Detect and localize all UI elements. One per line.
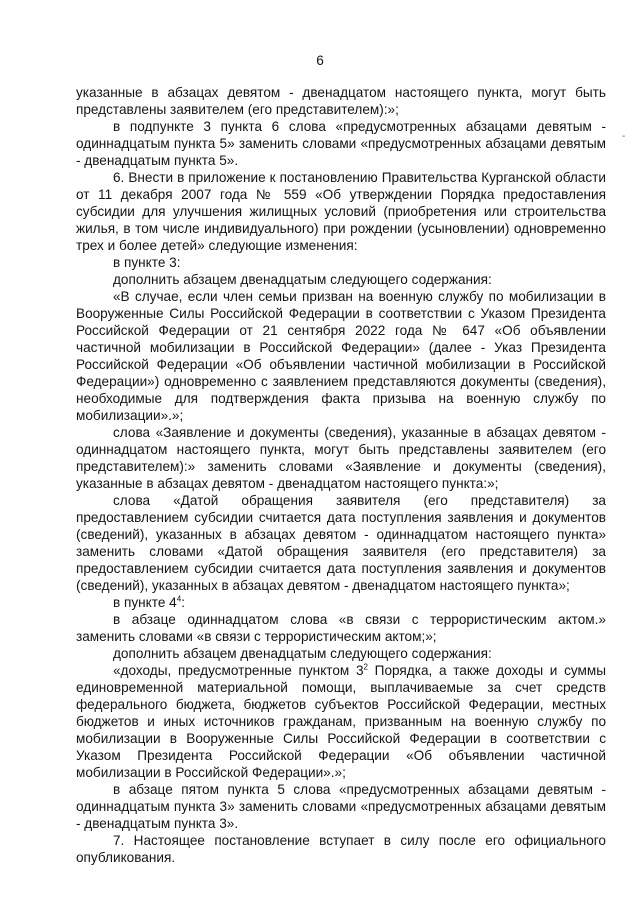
superscript: 4 [176,594,182,604]
paragraph: 7. Настоящее постановление вступает в силу после его официального опубликования. [76,833,606,865]
page-number: 6 [316,53,324,68]
paragraph: в пункте 3: [113,255,181,270]
document-body [76,84,606,866]
paragraph: слова «Заявление и документы (сведения), указанные в абзацах девятом - одиннадцатом настоящего пункта, могут быть представлены заявителем (его представителем):» заменить словами «Заявление и документы (сведения), указанные в абзацах девятом - двенадцатом настоящего пункта:»; [76,425,606,491]
paragraph: 6. Внести в приложение к постановлению Правительства Курганской области от 11 декабря 2007 года № 559 «Об утверждении Порядка предоставления субсидии для улучшения жилищных условий (приобретения или строительства жилья, в том числе индивидуального) при рождении (усыновлении) одновременно трех и более детей» следующие изменения: [76,170,606,253]
paragraph: слова «Датой обращения заявителя (его представителя) за предоставлением субсидии считается дата поступления заявления и документов (сведений), указанных в абзацах девятом - одиннадцатом настоящего пункта» заменить словами «Датой обращения заявителя (его представителя) за предоставлением субсидии считается дата поступления заявления и документов (сведений), указанных в абзацах девятом - двенадцатом настоящего пункта»; [76,493,606,593]
paragraph: дополнить абзацем двенадцатым следующего содержания: [113,646,492,661]
paragraph: в подпункте 3 пункта 6 слова «предусмотренных абзацами девятым - одиннадцатым пункта 5» заменить словами «предусмотренных абзацами девятым - двенадцатым пункта 5». [76,119,606,168]
paragraph: указанные в абзацах девятом - двенадцатом настоящего пункта, могут быть представлены заявителем (его представителем):»; [76,85,606,117]
paragraph: дополнить абзацем двенадцатым следующего содержания: [113,272,492,287]
paragraph: в абзаце пятом пункта 5 слова «предусмотренных абзацами девятым - одиннадцатым пункта 3» заменить словами «предусмотренных абзацами девятым - двенадцатым пункта 3». [76,782,606,831]
margin-mark: - [622,131,626,142]
paragraph: в абзаце одиннадцатом слова «в связи с террористическим актом.» заменить словами «в связи с террористическим актом;»; [76,612,606,644]
paragraph: в пункте $4^4$: [113,594,185,610]
superscript: 2 [363,662,368,672]
paragraph: «В случае, если член семьи призван на военную службу по мобилизации в Вооруженные Силы Российской Федерации в соответствии с Указом Президента Российской Федерации от 21 сентября 2022 года № 647 «Об объявлении частичной мобилизации в Российской Федерации» (далее - Указ Президента Российской Федерации «Об объявлении частичной мобилизации в Российской Федерации») одновременно с заявлением представляются документы (сведения), необходимые для подтверждения факта призыва на военную службу по мобилизации».»; [76,289,606,423]
paragraph: «доходы, предусмотренные пунктом $3^2$ Порядка, а также доходы и суммы единовременной материальной помощи, выплачиваемые за счет средств федерального бюджета, бюджетов субъектов Российской Федерации, местных бюджетов и иных источников гражданам, призванным на военную службу по мобилизации в Вооруженные Силы Российской Федерации в соответствии с Указом Президента Российской Федерации «Об объявлении частичной мобилизации в Российской Федерации».»; [76,662,606,780]
